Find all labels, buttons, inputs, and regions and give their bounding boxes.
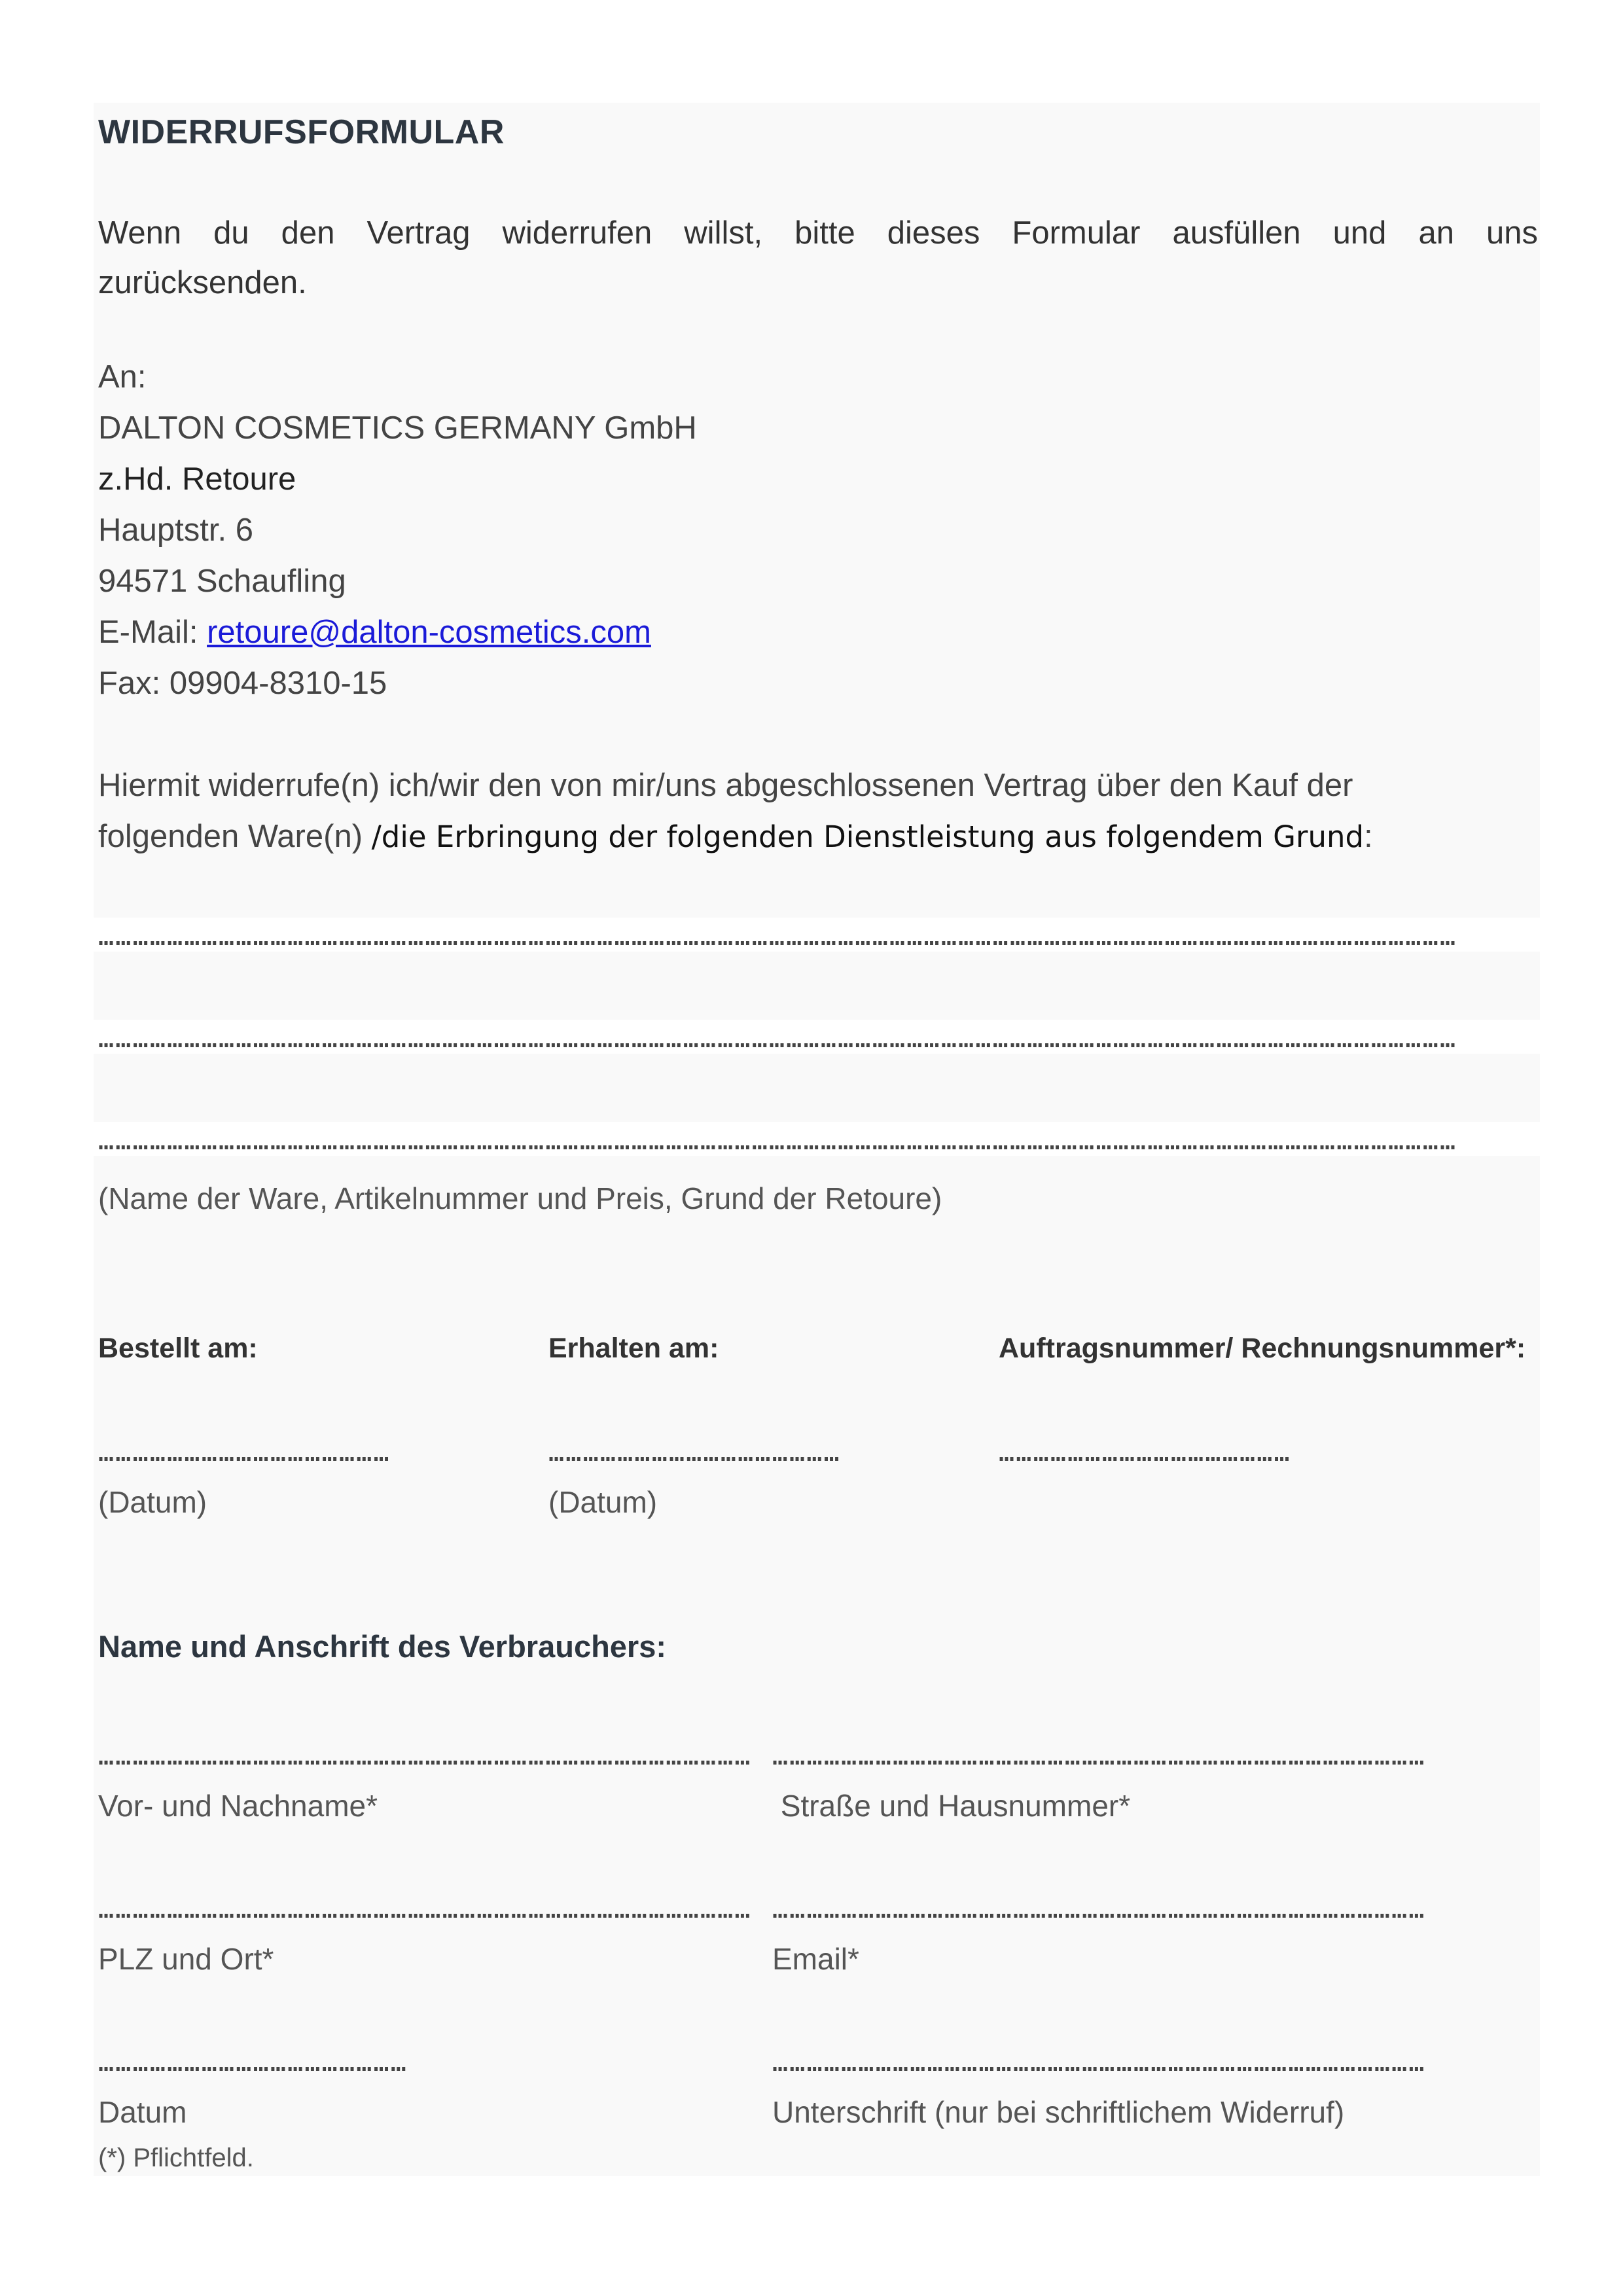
order-number-label: Auftragsnummer/ Rechnungsnummer*: bbox=[999, 1333, 1526, 1364]
intro-text bbox=[98, 208, 1538, 308]
statement-line-1: Hiermit widerrufe(n) ich/wir den von mir/uns abgeschlossenen Vertrag über den Kauf der bbox=[98, 768, 1353, 803]
recipient-fax: Fax: 09904-8310-15 bbox=[98, 666, 387, 701]
goods-line-2[interactable]: ………………………………………………………………………………………………………………………………………………………………………………………………………………… bbox=[98, 1024, 1457, 1054]
name-label: Vor- und Nachname* bbox=[98, 1789, 378, 1823]
received-label: Erhalten am: bbox=[548, 1333, 719, 1364]
date-field[interactable]: ……………………………………………… bbox=[98, 2047, 408, 2077]
goods-line-1[interactable]: ………………………………………………………………………………………………………………………………………………………………………………………………………………… bbox=[98, 922, 1457, 952]
email-label-consumer: Email* bbox=[772, 1942, 859, 1976]
email-label: E-Mail: bbox=[98, 615, 207, 650]
intro-line-2: zurücksenden. bbox=[98, 265, 307, 300]
city-field[interactable]: …………………………………………………………………………………………………… bbox=[98, 1894, 752, 1924]
received-date-caption: (Datum) bbox=[548, 1485, 658, 1519]
signature-label: Unterschrift (nur bei schriftlichem Widerruf) bbox=[772, 2095, 1345, 2129]
statement-line-2-emph: /die Erbringung der folgenden Dienstleistung aus folgendem Grund bbox=[371, 819, 1364, 854]
email-field[interactable]: …………………………………………………………………………………………………… bbox=[772, 1894, 1426, 1924]
footnote: (*) Pflichtfeld. bbox=[98, 2144, 254, 2172]
signature-field[interactable]: …………………………………………………………………………………………………… bbox=[772, 2047, 1426, 2077]
intro-line-1: Wenn du den Vertrag widerrufen willst, bitte dieses Formular ausfüllen und an uns bbox=[98, 215, 1538, 251]
statement-line-2-start: folgenden Ware(n) bbox=[98, 819, 372, 854]
date-label: Datum bbox=[98, 2095, 187, 2129]
name-field[interactable]: …………………………………………………………………………………………………… bbox=[98, 1741, 752, 1771]
form-title: WIDERRUFSFORMULAR bbox=[98, 113, 505, 151]
ordered-label: Bestellt am: bbox=[98, 1333, 258, 1364]
statement-line-2-end: : bbox=[1364, 819, 1373, 854]
street-label: Straße und Hausnummer* bbox=[772, 1789, 1131, 1823]
email-link[interactable]: retoure@dalton-cosmetics.com bbox=[207, 615, 651, 650]
recipient-city: 94571 Schaufling bbox=[98, 564, 346, 599]
order-number-field[interactable]: …………………………………………… bbox=[999, 1437, 1291, 1467]
ordered-date-field[interactable]: …………………………………………… bbox=[98, 1437, 391, 1467]
consumer-heading: Name und Anschrift des Verbrauchers: bbox=[98, 1629, 667, 1664]
city-label: PLZ und Ort* bbox=[98, 1942, 274, 1976]
statement-line-2 bbox=[98, 818, 1373, 855]
recipient-email-line bbox=[98, 614, 651, 651]
goods-line-3[interactable]: ………………………………………………………………………………………………………………………………………………………………………………………………………………… bbox=[98, 1126, 1457, 1156]
street-field[interactable]: …………………………………………………………………………………………………… bbox=[772, 1741, 1426, 1771]
recipient-label: An: bbox=[98, 359, 147, 395]
goods-caption: (Name der Ware, Artikelnummer und Preis, Grund der Retoure) bbox=[98, 1181, 942, 1215]
recipient-company: DALTON COSMETICS GERMANY GmbH bbox=[98, 410, 697, 446]
recipient-street: Hauptstr. 6 bbox=[98, 512, 253, 548]
received-date-field[interactable]: …………………………………………… bbox=[548, 1437, 841, 1467]
recipient-attention: z.Hd. Retoure bbox=[98, 461, 296, 497]
ordered-date-caption: (Datum) bbox=[98, 1485, 207, 1519]
